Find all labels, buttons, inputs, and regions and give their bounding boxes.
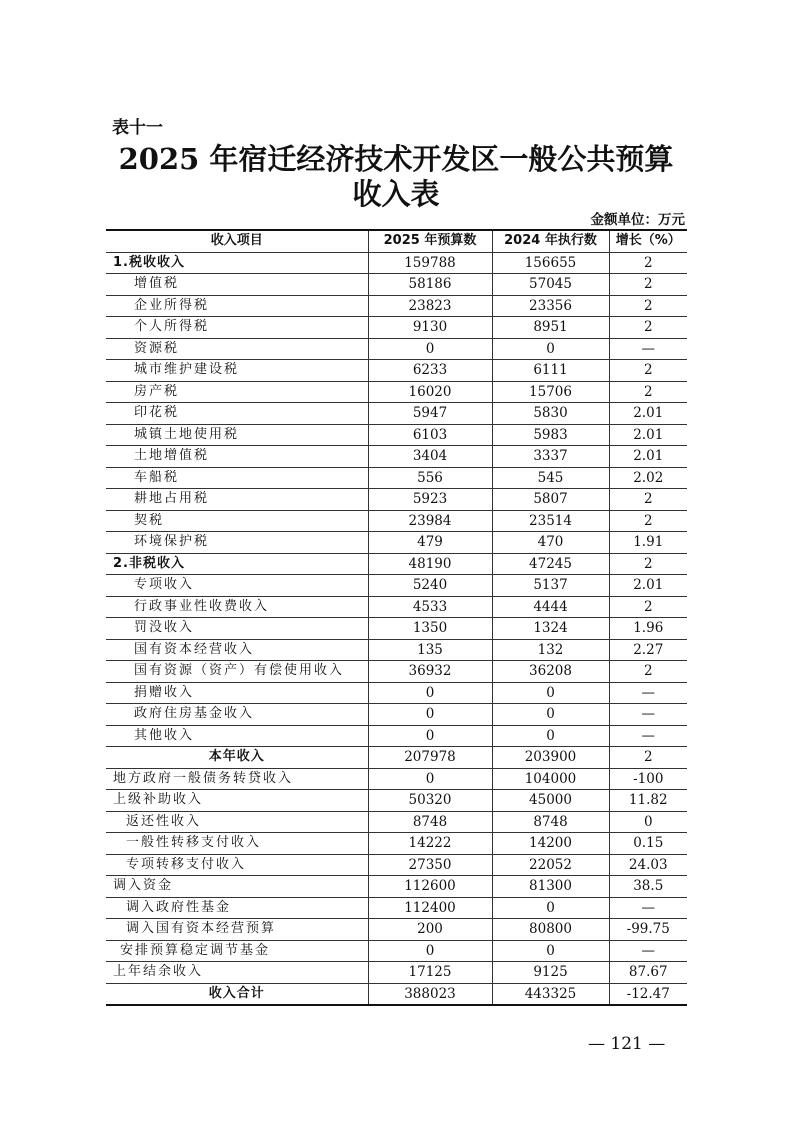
row-growth-value: 0 bbox=[609, 811, 687, 833]
row-item-name: 其他收入 bbox=[106, 725, 368, 747]
row-budget-value: 388023 bbox=[368, 983, 492, 1005]
table-row bbox=[106, 403, 687, 425]
table-row bbox=[106, 897, 687, 919]
row-item-name: 罚没收入 bbox=[106, 618, 368, 640]
table-row bbox=[106, 446, 687, 468]
row-item-name: 专项转移支付收入 bbox=[106, 854, 368, 876]
row-actual-value: 45000 bbox=[492, 790, 609, 812]
row-item-name: 政府住房基金收入 bbox=[106, 704, 368, 726]
row-budget-value: 23984 bbox=[368, 510, 492, 532]
row-growth-value: 2 bbox=[609, 553, 687, 575]
page-number: — 121 — bbox=[588, 1034, 666, 1054]
row-growth-value: 2 bbox=[609, 317, 687, 339]
row-actual-value: 3337 bbox=[492, 446, 609, 468]
table-row bbox=[106, 575, 687, 597]
row-item-name: 返还性收入 bbox=[106, 811, 368, 833]
row-growth-value: -12.47 bbox=[609, 983, 687, 1005]
row-budget-value: 36932 bbox=[368, 661, 492, 683]
row-budget-value: 6103 bbox=[368, 424, 492, 446]
table-row bbox=[106, 790, 687, 812]
table-row bbox=[106, 725, 687, 747]
table-row bbox=[106, 876, 687, 898]
table-row bbox=[106, 833, 687, 855]
table-row bbox=[106, 962, 687, 984]
table-row bbox=[106, 919, 687, 941]
row-actual-value: 132 bbox=[492, 639, 609, 661]
row-budget-value: 1350 bbox=[368, 618, 492, 640]
row-actual-value: 22052 bbox=[492, 854, 609, 876]
row-item-name: 土地增值税 bbox=[106, 446, 368, 468]
column-header-item: 收入项目 bbox=[106, 230, 368, 252]
table-row bbox=[106, 596, 687, 618]
row-growth-value: 2 bbox=[609, 381, 687, 403]
row-budget-value: 9130 bbox=[368, 317, 492, 339]
row-budget-value: 0 bbox=[368, 768, 492, 790]
table-row bbox=[106, 747, 687, 769]
row-item-name: 调入资金 bbox=[106, 876, 368, 898]
row-growth-value: — bbox=[609, 725, 687, 747]
row-growth-value: — bbox=[609, 940, 687, 962]
row-growth-value: 2.01 bbox=[609, 446, 687, 468]
table-row bbox=[106, 553, 687, 575]
row-actual-value: 5137 bbox=[492, 575, 609, 597]
row-budget-value: 0 bbox=[368, 940, 492, 962]
row-budget-value: 200 bbox=[368, 919, 492, 941]
page-title: 2025 年宿迁经济技术开发区一般公共预算 bbox=[118, 142, 674, 176]
row-actual-value: 9125 bbox=[492, 962, 609, 984]
row-growth-value: — bbox=[609, 682, 687, 704]
row-item-name: 本年收入 bbox=[106, 747, 368, 769]
row-budget-value: 8748 bbox=[368, 811, 492, 833]
table-row bbox=[106, 854, 687, 876]
row-item-name: 国有资本经营收入 bbox=[106, 639, 368, 661]
column-header-budget: 2025 年预算数 bbox=[368, 230, 492, 252]
row-actual-value: 0 bbox=[492, 682, 609, 704]
row-budget-value: 16020 bbox=[368, 381, 492, 403]
row-growth-value: 2.01 bbox=[609, 424, 687, 446]
row-budget-value: 0 bbox=[368, 682, 492, 704]
row-budget-value: 0 bbox=[368, 338, 492, 360]
row-budget-value: 58186 bbox=[368, 274, 492, 296]
row-growth-value: 1.91 bbox=[609, 532, 687, 554]
row-item-name: 车船税 bbox=[106, 467, 368, 489]
row-budget-value: 556 bbox=[368, 467, 492, 489]
row-item-name: 1.税收收入 bbox=[106, 252, 368, 274]
row-item-name: 企业所得税 bbox=[106, 295, 368, 317]
row-budget-value: 48190 bbox=[368, 553, 492, 575]
row-actual-value: 5830 bbox=[492, 403, 609, 425]
table-body bbox=[106, 252, 687, 1005]
row-budget-value: 5240 bbox=[368, 575, 492, 597]
row-item-name: 地方政府一般债务转贷收入 bbox=[106, 768, 368, 790]
row-item-name: 环境保护税 bbox=[106, 532, 368, 554]
row-budget-value: 6233 bbox=[368, 360, 492, 382]
row-actual-value: 4444 bbox=[492, 596, 609, 618]
row-budget-value: 4533 bbox=[368, 596, 492, 618]
table-row bbox=[106, 381, 687, 403]
table-row bbox=[106, 682, 687, 704]
row-actual-value: 443325 bbox=[492, 983, 609, 1005]
row-budget-value: 135 bbox=[368, 639, 492, 661]
row-actual-value: 1324 bbox=[492, 618, 609, 640]
row-growth-value: 2.01 bbox=[609, 575, 687, 597]
row-actual-value: 156655 bbox=[492, 252, 609, 274]
table-row bbox=[106, 274, 687, 296]
table-header-row bbox=[106, 230, 687, 252]
row-actual-value: 36208 bbox=[492, 661, 609, 683]
table-row bbox=[106, 338, 687, 360]
row-actual-value: 81300 bbox=[492, 876, 609, 898]
row-growth-value: — bbox=[609, 897, 687, 919]
row-budget-value: 112400 bbox=[368, 897, 492, 919]
table-row bbox=[106, 360, 687, 382]
row-budget-value: 50320 bbox=[368, 790, 492, 812]
unit-note: 金额单位：万元 bbox=[590, 212, 685, 228]
row-item-name: 增值税 bbox=[106, 274, 368, 296]
row-item-name: 2.非税收入 bbox=[106, 553, 368, 575]
row-budget-value: 3404 bbox=[368, 446, 492, 468]
row-growth-value: 2 bbox=[609, 510, 687, 532]
row-actual-value: 47245 bbox=[492, 553, 609, 575]
row-item-name: 契税 bbox=[106, 510, 368, 532]
row-growth-value: 0.15 bbox=[609, 833, 687, 855]
row-growth-value: 11.82 bbox=[609, 790, 687, 812]
row-actual-value: 0 bbox=[492, 704, 609, 726]
row-item-name: 城镇土地使用税 bbox=[106, 424, 368, 446]
row-budget-value: 479 bbox=[368, 532, 492, 554]
row-growth-value: 2 bbox=[609, 661, 687, 683]
row-budget-value: 17125 bbox=[368, 962, 492, 984]
row-actual-value: 23356 bbox=[492, 295, 609, 317]
row-budget-value: 0 bbox=[368, 704, 492, 726]
row-growth-value: 2 bbox=[609, 252, 687, 274]
row-item-name: 个人所得税 bbox=[106, 317, 368, 339]
row-growth-value: -99.75 bbox=[609, 919, 687, 941]
row-actual-value: 6111 bbox=[492, 360, 609, 382]
row-item-name: 城市维护建设税 bbox=[106, 360, 368, 382]
row-budget-value: 0 bbox=[368, 725, 492, 747]
row-actual-value: 0 bbox=[492, 940, 609, 962]
table-row bbox=[106, 704, 687, 726]
row-growth-value: 2.01 bbox=[609, 403, 687, 425]
row-growth-value: 2 bbox=[609, 596, 687, 618]
column-header-growth: 增长（%） bbox=[609, 230, 687, 252]
table-row bbox=[106, 811, 687, 833]
table-row bbox=[106, 768, 687, 790]
row-actual-value: 0 bbox=[492, 897, 609, 919]
table-row bbox=[106, 532, 687, 554]
row-budget-value: 5923 bbox=[368, 489, 492, 511]
row-item-name: 收入合计 bbox=[106, 983, 368, 1005]
table-row bbox=[106, 618, 687, 640]
row-actual-value: 15706 bbox=[492, 381, 609, 403]
table-row bbox=[106, 489, 687, 511]
row-growth-value: 2 bbox=[609, 360, 687, 382]
row-growth-value: -100 bbox=[609, 768, 687, 790]
row-growth-value: 38.5 bbox=[609, 876, 687, 898]
row-actual-value: 5983 bbox=[492, 424, 609, 446]
row-growth-value: 2 bbox=[609, 489, 687, 511]
row-growth-value: 1.96 bbox=[609, 618, 687, 640]
page-title-line2: 收入表 bbox=[352, 177, 440, 211]
table-row bbox=[106, 983, 687, 1005]
row-budget-value: 207978 bbox=[368, 747, 492, 769]
row-actual-value: 104000 bbox=[492, 768, 609, 790]
row-budget-value: 27350 bbox=[368, 854, 492, 876]
row-item-name: 耕地占用税 bbox=[106, 489, 368, 511]
table-tag: 表十一 bbox=[112, 118, 163, 138]
row-item-name: 一般性转移支付收入 bbox=[106, 833, 368, 855]
row-growth-value: 2 bbox=[609, 274, 687, 296]
row-growth-value: 2.27 bbox=[609, 639, 687, 661]
row-budget-value: 112600 bbox=[368, 876, 492, 898]
row-growth-value: — bbox=[609, 704, 687, 726]
row-actual-value: 0 bbox=[492, 725, 609, 747]
row-budget-value: 14222 bbox=[368, 833, 492, 855]
row-item-name: 资源税 bbox=[106, 338, 368, 360]
row-actual-value: 470 bbox=[492, 532, 609, 554]
row-actual-value: 80800 bbox=[492, 919, 609, 941]
row-budget-value: 5947 bbox=[368, 403, 492, 425]
column-header-actual: 2024 年执行数 bbox=[492, 230, 609, 252]
row-item-name: 房产税 bbox=[106, 381, 368, 403]
row-item-name: 上年结余收入 bbox=[106, 962, 368, 984]
row-actual-value: 5807 bbox=[492, 489, 609, 511]
row-growth-value: 2 bbox=[609, 747, 687, 769]
row-item-name: 专项收入 bbox=[106, 575, 368, 597]
row-actual-value: 57045 bbox=[492, 274, 609, 296]
table-row bbox=[106, 639, 687, 661]
table-row bbox=[106, 661, 687, 683]
row-actual-value: 545 bbox=[492, 467, 609, 489]
row-growth-value: 2 bbox=[609, 295, 687, 317]
table-row bbox=[106, 317, 687, 339]
row-actual-value: 0 bbox=[492, 338, 609, 360]
row-actual-value: 14200 bbox=[492, 833, 609, 855]
table-row bbox=[106, 940, 687, 962]
table-row bbox=[106, 295, 687, 317]
row-actual-value: 8951 bbox=[492, 317, 609, 339]
row-growth-value: 24.03 bbox=[609, 854, 687, 876]
row-actual-value: 23514 bbox=[492, 510, 609, 532]
row-budget-value: 23823 bbox=[368, 295, 492, 317]
row-item-name: 国有资源（资产）有偿使用收入 bbox=[106, 661, 368, 683]
row-item-name: 行政事业性收费收入 bbox=[106, 596, 368, 618]
table-row bbox=[106, 252, 687, 274]
table-row bbox=[106, 467, 687, 489]
table-row bbox=[106, 510, 687, 532]
row-item-name: 调入国有资本经营预算 bbox=[106, 919, 368, 941]
table-row bbox=[106, 424, 687, 446]
row-actual-value: 8748 bbox=[492, 811, 609, 833]
row-item-name: 捐赠收入 bbox=[106, 682, 368, 704]
row-actual-value: 203900 bbox=[492, 747, 609, 769]
row-item-name: 安排预算稳定调节基金 bbox=[106, 940, 368, 962]
row-item-name: 调入政府性基金 bbox=[106, 897, 368, 919]
row-growth-value: — bbox=[609, 338, 687, 360]
revenue-table bbox=[106, 229, 687, 1006]
row-growth-value: 2.02 bbox=[609, 467, 687, 489]
row-budget-value: 159788 bbox=[368, 252, 492, 274]
row-item-name: 上级补助收入 bbox=[106, 790, 368, 812]
row-growth-value: 87.67 bbox=[609, 962, 687, 984]
row-item-name: 印花税 bbox=[106, 403, 368, 425]
